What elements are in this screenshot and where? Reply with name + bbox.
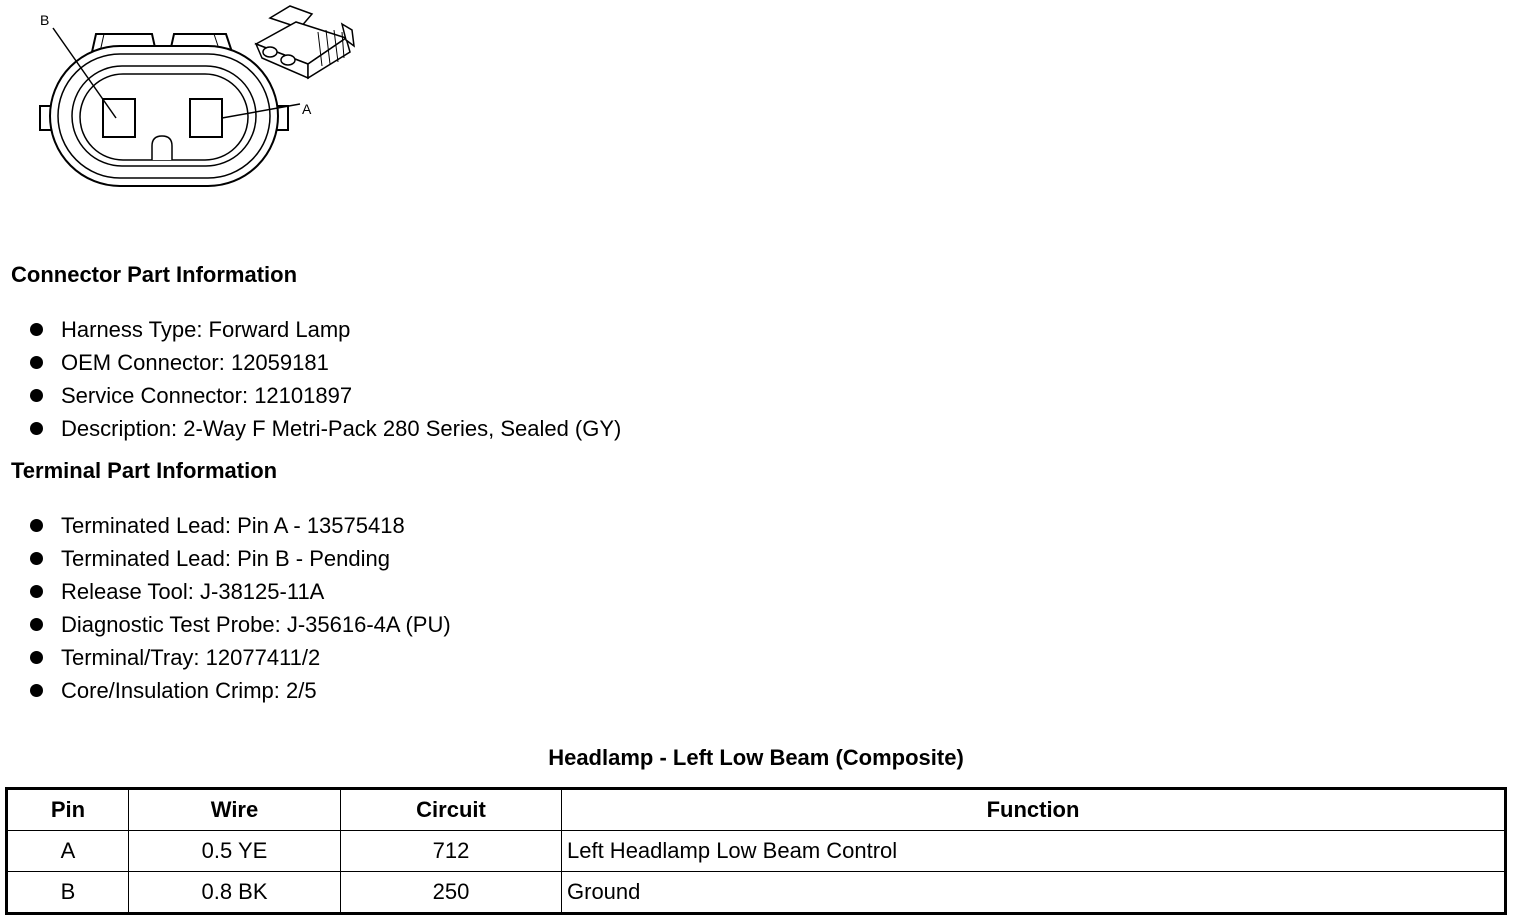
header-pin: Pin [7, 789, 129, 831]
list-item: Terminal/Tray: 12077411/2 [0, 641, 451, 674]
bullet-icon [30, 389, 43, 402]
connector-face-drawing [0, 0, 380, 200]
list-item: Terminated Lead: Pin A - 13575418 [0, 509, 451, 542]
cell-wire: 0.8 BK [129, 872, 341, 914]
connector-diagram [0, 0, 380, 200]
connector-part-info-list [0, 313, 621, 445]
list-item: Core/Insulation Crimp: 2/5 [0, 674, 451, 707]
bullet-icon [30, 651, 43, 664]
terminal-part-info-heading: Terminal Part Information [11, 458, 278, 483]
header-wire: Wire [129, 789, 341, 831]
list-item: Service Connector: 12101897 [0, 379, 621, 412]
label-a: A [302, 101, 312, 117]
list-item: Release Tool: J-38125-11A [0, 575, 451, 608]
bullet-icon [30, 585, 43, 598]
cell-wire: 0.5 YE [129, 831, 341, 872]
table-row [7, 872, 1506, 914]
header-function: Function [562, 789, 1506, 831]
bullet-icon [30, 618, 43, 631]
bullet-icon [30, 552, 43, 565]
list-item: OEM Connector: 12059181 [0, 346, 621, 379]
table-row [7, 831, 1506, 872]
cell-function: Ground [562, 872, 1506, 914]
list-item: Description: 2-Way F Metri-Pack 280 Series, Sealed (GY) [0, 412, 621, 445]
table-title: Headlamp - Left Low Beam (Composite) [548, 745, 964, 770]
cell-pin: B [7, 872, 129, 914]
terminal-part-info-list [0, 509, 451, 707]
bullet-icon [30, 323, 43, 336]
label-b: B [40, 12, 50, 28]
bullet-icon [30, 519, 43, 532]
cell-circuit: 250 [341, 872, 562, 914]
list-item: Harness Type: Forward Lamp [0, 313, 621, 346]
connector-part-info-heading: Connector Part Information [11, 262, 298, 287]
cell-pin: A [7, 831, 129, 872]
bullet-icon [30, 684, 43, 697]
list-item: Terminated Lead: Pin B - Pending [0, 542, 451, 575]
bullet-icon [30, 422, 43, 435]
list-item: Diagnostic Test Probe: J-35616-4A (PU) [0, 608, 451, 641]
cell-circuit: 712 [341, 831, 562, 872]
connector-iso-sketch [256, 6, 354, 78]
bullet-icon [30, 356, 43, 369]
pin-table [5, 787, 1507, 915]
header-circuit: Circuit [341, 789, 562, 831]
table-header-row [7, 789, 1506, 831]
cell-function: Left Headlamp Low Beam Control [562, 831, 1506, 872]
